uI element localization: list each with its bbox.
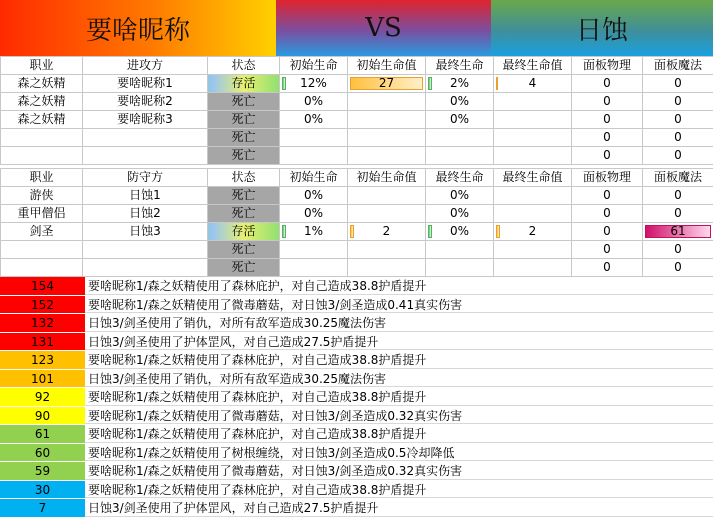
log-message: 要啥昵称1/森之妖精使用了森林庇护，对自己造成38.8护盾提升: [85, 425, 713, 443]
player-name-cell: 日蚀2: [83, 205, 208, 223]
final-hp-cell: [426, 93, 494, 111]
final-hp-cell: [426, 129, 494, 147]
initial-hp-value-cell-value: 27: [348, 75, 425, 92]
final-hp-cell: [426, 205, 494, 223]
column-header: 最终生命值: [494, 169, 572, 187]
header-row: [1, 169, 713, 187]
column-header: 进攻方: [83, 57, 208, 75]
log-entry: [0, 277, 713, 296]
log-turn-number: 154: [0, 277, 85, 295]
player-name-cell: 日蚀1: [83, 187, 208, 205]
initial-hp-cell-value: 0%: [280, 111, 347, 128]
final-hp-value-cell: [494, 241, 572, 259]
log-turn-number: 131: [0, 333, 85, 351]
job-cell: 森之妖精: [1, 93, 83, 111]
column-header: 防守方: [83, 169, 208, 187]
log-message: 要啥昵称1/森之妖精使用了微毒蘑菇，对日蚀3/剑圣造成0.32真实伤害: [85, 407, 713, 425]
physical-stat-cell: 0: [572, 187, 643, 205]
physical-stat-cell: 0: [572, 111, 643, 129]
final-hp-value-cell: [494, 223, 572, 241]
magic-stat-cell: [643, 259, 713, 277]
column-header: 职业: [1, 169, 83, 187]
job-cell: 森之妖精: [1, 111, 83, 129]
initial-hp-value-cell: [348, 93, 426, 111]
log-entry: [0, 499, 713, 518]
log-turn-number: 132: [0, 314, 85, 332]
final-hp-cell-value: 0%: [426, 205, 493, 222]
attacker-name: 要啥昵称: [86, 10, 190, 47]
magic-stat-cell: [643, 111, 713, 129]
log-turn-number: 59: [0, 462, 85, 480]
table-row: [1, 111, 713, 129]
column-header: 初始生命: [280, 169, 348, 187]
initial-hp-value-cell: [348, 223, 426, 241]
table-row: [1, 129, 713, 147]
header-row: [1, 57, 713, 75]
magic-stat-cell: [643, 187, 713, 205]
final-hp-value-cell: [494, 111, 572, 129]
player-name-cell: [83, 147, 208, 165]
final-hp-cell: [426, 147, 494, 165]
status-cell: 死亡: [208, 241, 280, 259]
magic-stat-cell: [643, 223, 713, 241]
column-header: 状态: [208, 169, 280, 187]
physical-stat-cell: 0: [572, 205, 643, 223]
status-cell: 死亡: [208, 187, 280, 205]
physical-stat-cell: 0: [572, 241, 643, 259]
initial-hp-cell: [280, 223, 348, 241]
magic-stat-cell-value: 0: [643, 187, 713, 204]
magic-stat-cell: [643, 241, 713, 259]
column-header: 状态: [208, 57, 280, 75]
status-cell: 存活: [208, 75, 280, 93]
initial-hp-cell-value: 0%: [280, 187, 347, 204]
table-row: [1, 187, 713, 205]
log-turn-number: 92: [0, 388, 85, 406]
initial-hp-value-cell: [348, 147, 426, 165]
initial-hp-value-cell: [348, 241, 426, 259]
final-hp-cell: [426, 241, 494, 259]
magic-stat-cell: [643, 147, 713, 165]
column-header: 初始生命: [280, 57, 348, 75]
log-entry: [0, 462, 713, 481]
log-message: 日蚀3/剑圣使用了护体罡风，对自己造成27.5护盾提升: [85, 333, 713, 351]
magic-stat-cell: [643, 205, 713, 223]
job-cell: [1, 259, 83, 277]
magic-stat-cell: [643, 75, 713, 93]
final-hp-cell-value: 0%: [426, 223, 493, 240]
table-row: [1, 205, 713, 223]
final-hp-cell-value: 0%: [426, 111, 493, 128]
initial-hp-value-cell: [348, 111, 426, 129]
log-entry: [0, 370, 713, 389]
log-entry: [0, 351, 713, 370]
magic-stat-cell-value: 0: [643, 111, 713, 128]
initial-hp-value-cell: [348, 187, 426, 205]
log-turn-number: 123: [0, 351, 85, 369]
magic-stat-cell-value: 0: [643, 129, 713, 146]
final-hp-cell: [426, 187, 494, 205]
final-hp-value-cell: [494, 93, 572, 111]
physical-stat-cell: 0: [572, 75, 643, 93]
battle-log: [0, 277, 713, 518]
magic-stat-cell-value: 0: [643, 205, 713, 222]
player-name-cell: 要啥昵称3: [83, 111, 208, 129]
table-row: [1, 93, 713, 111]
initial-hp-value-cell: [348, 75, 426, 93]
initial-hp-cell: [280, 187, 348, 205]
defender-table: [0, 168, 713, 277]
magic-stat-cell-value: 61: [643, 223, 713, 240]
initial-hp-value-cell: [348, 205, 426, 223]
magic-stat-cell-value: 0: [643, 147, 713, 164]
log-message: 日蚀3/剑圣使用了销仇，对所有敌军造成30.25魔法伤害: [85, 370, 713, 388]
final-hp-cell-value: 0%: [426, 187, 493, 204]
final-hp-value-cell: [494, 75, 572, 93]
log-entry: [0, 481, 713, 500]
log-message: 要啥昵称1/森之妖精使用了微毒蘑菇，对日蚀3/剑圣造成0.32真实伤害: [85, 462, 713, 480]
magic-stat-cell-value: 0: [643, 241, 713, 258]
log-entry: [0, 388, 713, 407]
player-name-cell: [83, 241, 208, 259]
final-hp-value-cell-value: 4: [494, 75, 571, 92]
log-turn-number: 152: [0, 296, 85, 314]
status-cell: 死亡: [208, 111, 280, 129]
initial-hp-cell: [280, 93, 348, 111]
player-name-cell: 要啥昵称2: [83, 93, 208, 111]
log-message: 要啥昵称1/森之妖精使用了树根缠绕，对日蚀3/剑圣造成0.5冷却降低: [85, 444, 713, 462]
final-hp-value-cell: [494, 187, 572, 205]
final-hp-cell: [426, 259, 494, 277]
initial-hp-cell: [280, 75, 348, 93]
physical-stat-cell: 0: [572, 129, 643, 147]
attacker-banner: [0, 0, 276, 56]
job-cell: 游侠: [1, 187, 83, 205]
job-cell: 森之妖精: [1, 75, 83, 93]
defender-banner: [491, 0, 713, 56]
log-message: 日蚀3/剑圣使用了销仇，对所有敌军造成30.25魔法伤害: [85, 314, 713, 332]
final-hp-cell-value: 0%: [426, 93, 493, 110]
job-cell: [1, 147, 83, 165]
table-row: [1, 75, 713, 93]
status-cell: 死亡: [208, 147, 280, 165]
defender-name: 日蚀: [576, 10, 628, 47]
table-row: [1, 259, 713, 277]
column-header: 最终生命: [426, 169, 494, 187]
status-cell: 死亡: [208, 259, 280, 277]
magic-stat-cell: [643, 93, 713, 111]
log-message: 要啥昵称1/森之妖精使用了森林庇护，对自己造成38.8护盾提升: [85, 388, 713, 406]
job-cell: [1, 241, 83, 259]
log-message: 日蚀3/剑圣使用了护体罡风，对自己造成27.5护盾提升: [85, 499, 713, 517]
column-header: 最终生命值: [494, 57, 572, 75]
status-cell: 死亡: [208, 205, 280, 223]
log-message: 要啥昵称1/森之妖精使用了森林庇护，对自己造成38.8护盾提升: [85, 351, 713, 369]
column-header: 面板魔法: [643, 169, 713, 187]
job-cell: 重甲僧侣: [1, 205, 83, 223]
table-row: [1, 223, 713, 241]
log-entry: [0, 407, 713, 426]
initial-hp-cell: [280, 259, 348, 277]
initial-hp-value-cell: [348, 129, 426, 147]
column-header: 最终生命: [426, 57, 494, 75]
table-row: [1, 147, 713, 165]
magic-stat-cell-value: 0: [643, 93, 713, 110]
magic-stat-cell-value: 0: [643, 75, 713, 92]
status-cell: 存活: [208, 223, 280, 241]
log-turn-number: 60: [0, 444, 85, 462]
player-name-cell: [83, 129, 208, 147]
column-header: 初始生命值: [348, 169, 426, 187]
log-message: 要啥昵称1/森之妖精使用了微毒蘑菇，对日蚀3/剑圣造成0.41真实伤害: [85, 296, 713, 314]
physical-stat-cell: 0: [572, 259, 643, 277]
initial-hp-cell: [280, 147, 348, 165]
final-hp-value-cell: [494, 259, 572, 277]
physical-stat-cell: 0: [572, 93, 643, 111]
final-hp-value-cell: [494, 147, 572, 165]
initial-hp-value-cell: [348, 259, 426, 277]
column-header: 面板魔法: [643, 57, 713, 75]
log-entry: [0, 333, 713, 352]
log-entry: [0, 314, 713, 333]
table-row: [1, 241, 713, 259]
status-cell: 死亡: [208, 129, 280, 147]
final-hp-cell: [426, 223, 494, 241]
physical-stat-cell: 0: [572, 147, 643, 165]
log-turn-number: 30: [0, 481, 85, 499]
log-turn-number: 90: [0, 407, 85, 425]
log-message: 要啥昵称1/森之妖精使用了森林庇护，对自己造成38.8护盾提升: [85, 277, 713, 295]
column-header: 面板物理: [572, 169, 643, 187]
log-entry: [0, 444, 713, 463]
status-cell: 死亡: [208, 93, 280, 111]
player-name-cell: [83, 259, 208, 277]
column-header: 初始生命值: [348, 57, 426, 75]
log-turn-number: 7: [0, 499, 85, 517]
initial-hp-cell: [280, 129, 348, 147]
log-turn-number: 101: [0, 370, 85, 388]
log-turn-number: 61: [0, 425, 85, 443]
column-header: 面板物理: [572, 57, 643, 75]
vs-banner: [276, 0, 491, 56]
initial-hp-cell-value: 0%: [280, 205, 347, 222]
player-name-cell: 日蚀3: [83, 223, 208, 241]
job-cell: 剑圣: [1, 223, 83, 241]
attacker-table: [0, 56, 713, 165]
initial-hp-cell-value: 12%: [280, 75, 347, 92]
initial-hp-cell-value: 0%: [280, 93, 347, 110]
column-header: 职业: [1, 57, 83, 75]
final-hp-value-cell: [494, 205, 572, 223]
final-hp-cell-value: 2%: [426, 75, 493, 92]
initial-hp-cell-value: 1%: [280, 223, 347, 240]
vs-label: VS: [365, 13, 402, 43]
magic-stat-cell-value: 0: [643, 259, 713, 276]
log-message: 要啥昵称1/森之妖精使用了森林庇护，对自己造成38.8护盾提升: [85, 481, 713, 499]
initial-hp-cell: [280, 241, 348, 259]
final-hp-value-cell-value: 2: [494, 223, 571, 240]
final-hp-value-cell: [494, 129, 572, 147]
final-hp-cell: [426, 75, 494, 93]
initial-hp-cell: [280, 205, 348, 223]
job-cell: [1, 129, 83, 147]
log-entry: [0, 425, 713, 444]
magic-stat-cell: [643, 129, 713, 147]
player-name-cell: 要啥昵称1: [83, 75, 208, 93]
final-hp-cell: [426, 111, 494, 129]
initial-hp-value-cell-value: 2: [348, 223, 425, 240]
initial-hp-cell: [280, 111, 348, 129]
log-entry: [0, 296, 713, 315]
physical-stat-cell: 0: [572, 223, 643, 241]
